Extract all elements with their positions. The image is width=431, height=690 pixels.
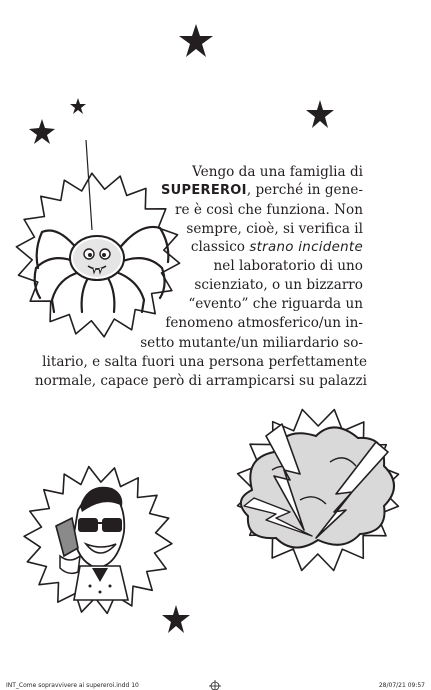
- text-line: setto mutante/un miliardario so-: [140, 335, 363, 351]
- text-line: nel laboratorio di uno: [213, 258, 363, 274]
- strange-accident-word: strano incidente: [249, 240, 363, 255]
- man-illustration: [24, 467, 172, 614]
- storm-illustration: [238, 410, 399, 571]
- star-icon: [70, 98, 86, 114]
- spider-illustration: [16, 140, 179, 337]
- star-icon: [179, 24, 213, 57]
- text-line: classico strano incidente: [190, 239, 363, 255]
- slug-filename: INT_Come sopravvivere ai supereroi.indd 10: [6, 682, 139, 689]
- text-line: re è così che funziona. Non: [175, 202, 363, 218]
- text-line: SUPEREROI, perché in gene-: [160, 182, 363, 198]
- text-line: sempre, cioè, si verifica il: [186, 221, 363, 237]
- text-line: normale, capace però di arrampicarsi su palazzi: [34, 373, 367, 389]
- text-line: fenomeno atmosferico/un in-: [165, 315, 363, 331]
- text-line: litario, e salta fuori una persona perfettamente: [42, 354, 367, 370]
- text-line: Vengo da una famiglia di: [192, 164, 363, 180]
- slug-timestamp: 28/07/21 09:57: [378, 682, 425, 689]
- text-line: scienziato, o un bizzarro: [194, 277, 363, 293]
- star-icon: [162, 605, 190, 633]
- star-icon: [29, 119, 55, 144]
- star-icon: [306, 100, 334, 128]
- text-line: “evento” che riguarda un: [188, 296, 363, 312]
- print-slug: [0, 682, 431, 690]
- superheroes-word: SUPEREROI: [160, 183, 247, 198]
